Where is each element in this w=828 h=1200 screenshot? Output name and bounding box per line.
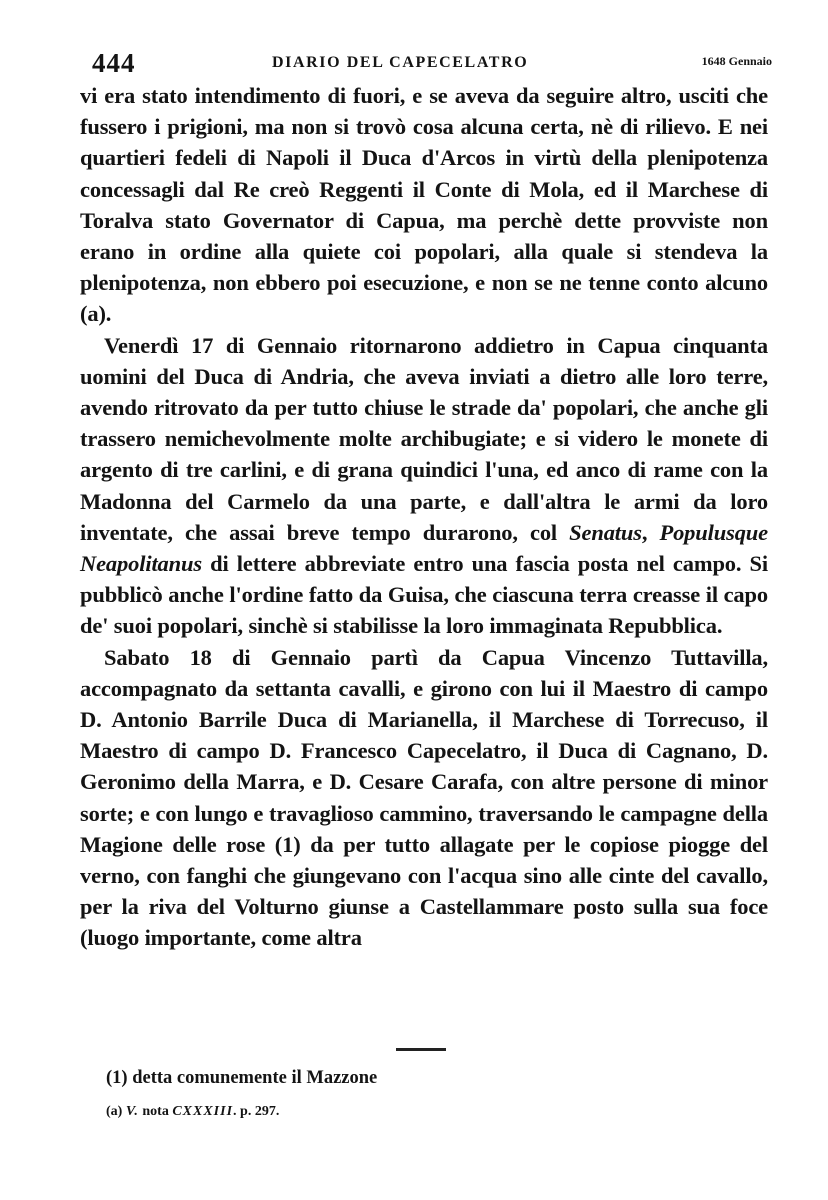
paragraph-1: [80, 80, 768, 330]
text-segment: di lettere abbreviate entro una fascia posta nel campo. Si pubblicò anche l'ordine fatto da Guisa, che ciascuna terra creasse il capo de' suoi popolari, sinchè si stabilisse la loro immaginata Repubblica.: [80, 551, 768, 639]
footnote-a-text: nota: [138, 1104, 173, 1119]
text-segment: Venerdì 17 di Gennaio ritornarono addietro in Capua cinquanta uomini del Duca di Andria, che aveva inviati a dietro alle loro terre, avendo ritrovato da per tutto chiuse le strade da' popolari, che anche gli trassero nemichevolmente molte archibugiate; e si videro le monete di argento di tre carlini, e di grana quindici l'una, ed anco di rame con la Madonna del Carmelo da una parte, e dall'altra le armi da loro inventate, che assai breve tempo durarono, col: [80, 332, 768, 545]
running-date: 1648 Gennaio: [701, 54, 772, 68]
running-head: [92, 48, 772, 82]
page-number: 444: [92, 48, 136, 78]
footnote-1: (1) detta comunemente il Mazzone: [106, 1068, 378, 1088]
footnote-a-prefix: (a): [106, 1104, 126, 1119]
footnote-a: [106, 1102, 279, 1122]
footnote-a-suffix: . p. 297.: [233, 1104, 280, 1119]
body-text: [80, 80, 768, 954]
paragraph-3: [80, 642, 768, 954]
footnote-a-italic-2: CXXXIII: [172, 1104, 234, 1119]
footnote-separator: [396, 1048, 446, 1051]
text-segment: Sabato 18 di Gennaio partì da Capua Vincenzo Tuttavilla, accompagnato da settanta cavalli, e girono con lui il Maestro di campo D. Antonio Barrile Duca di Marianella, il Marchese di Torrecuso, il Maestro di campo D. Francesco Capecelatro, il Duca di Cagnano, D. Geronimo della Marra, e D. Cesare Carafa, con altre persone di minor sorte; e con lungo e travaglioso cammino, traversando le campagne della Magione delle rose (1) da per tutto allagate per le copiose piogge del verno, con fanghi che giungevano con l'acqua sino alle cinte del cavallo, per la riva del Volturno giunse a Castellammare posto sulla sua foce (luogo importante, come altra: [80, 644, 768, 951]
running-title: DIARIO DEL CAPECELATRO: [272, 54, 529, 71]
text-segment: vi era stato intendimento di fuori, e se aveva da seguire altro, usciti che fussero i prigioni, ma non si trovò cosa alcuna certa, nè di rilievo. E nei quartieri fedeli di Napoli il Duca d'Arcos in virtù della plenipotenza concessagli dal Re creò Reggenti il Conte di Mola, ed il Marchese di Toralva stato Governator di Capua, ma perchè dette provviste non erano in ordine alla quiete coi popolari, alla quale si stendeva la plenipotenza, non ebbero poi esecuzione, e non se ne tenne conto alcuno (a).: [80, 83, 768, 327]
italic-segment: Populusque Neapolitanus: [80, 519, 768, 577]
text-segment: ,: [641, 519, 660, 545]
italic-segment: Senatus: [569, 519, 642, 545]
footnote-a-italic: V.: [125, 1104, 139, 1119]
paragraph-2: [80, 330, 768, 642]
